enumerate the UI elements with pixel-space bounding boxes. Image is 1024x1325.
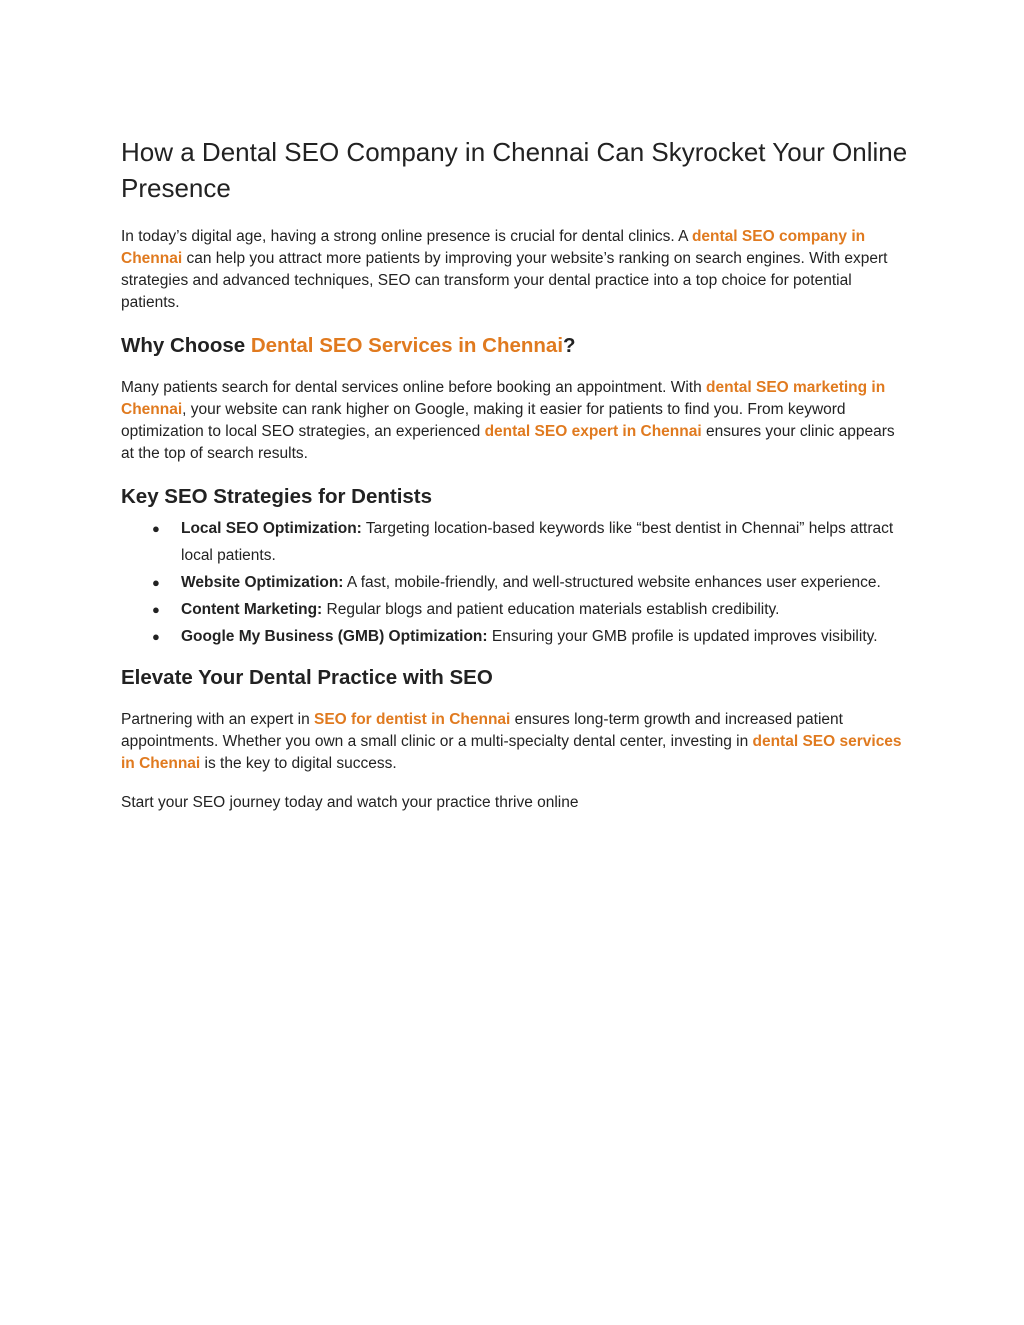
bullet-icon: ● — [152, 629, 160, 644]
elevate-heading: Elevate Your Dental Practice with SEO — [121, 666, 493, 689]
why-text-start: Many patients search for dental services online before booking an appointment. With — [121, 379, 707, 396]
intro-paragraph — [121, 226, 911, 314]
list-item — [121, 596, 911, 623]
intro-text-end: can help you attract more patients by improving your website’s ranking on search engines. With expert strategies and advanced techniques, SEO can transform your dental practice into a top choice for potential patients. — [121, 250, 888, 311]
list-item-text: Targeting location-based keywords like “best dentist in Chennai” helps attract local patients. — [181, 520, 894, 564]
why-paragraph — [121, 377, 911, 465]
why-choose-heading — [121, 332, 911, 360]
list-item — [121, 515, 911, 569]
elevate-paragraph — [121, 709, 911, 775]
closing-paragraph: Start your SEO journey today and watch your practice thrive online — [121, 794, 579, 811]
why-text-end: ensures your clinic appears at the top of search results. — [121, 423, 895, 462]
list-item — [121, 623, 911, 650]
elevate-text-start: Partnering with an expert in — [121, 711, 314, 728]
bullet-icon: ● — [152, 575, 160, 590]
seo-for-dentist-link[interactable]: SEO for dentist in Chennai — [314, 711, 511, 728]
dental-seo-services-chennai-link[interactable]: dental SEO services in Chennai — [121, 733, 902, 772]
list-item-text: A fast, mobile-friendly, and well-structured website enhances user experience. — [343, 574, 881, 591]
bullet-icon: ● — [152, 521, 160, 536]
dental-seo-marketing-link[interactable]: dental SEO marketing in Chennai — [121, 379, 886, 418]
list-item-label: Content Marketing: — [181, 601, 323, 618]
elevate-text-end: is the key to digital success. — [200, 755, 397, 772]
dental-seo-expert-link[interactable]: dental SEO expert in Chennai — [484, 423, 702, 440]
dental-seo-company-link[interactable]: dental SEO company in Chennai — [121, 228, 866, 267]
page-title: How a Dental SEO Company in Chennai Can Skyrocket Your Online Presence — [121, 137, 908, 203]
why-text-middle: , your website can rank higher on Google, making it easier for patients to find you. From keyword optimization to local SEO strategies, an experienced — [121, 401, 846, 440]
list-item-label: Local SEO Optimization: — [181, 520, 362, 537]
list-item — [121, 569, 911, 596]
bullet-icon: ● — [152, 602, 160, 617]
list-item-label: Google My Business (GMB) Optimization: — [181, 628, 488, 645]
list-item-text: Regular blogs and patient education materials establish credibility. — [322, 601, 780, 618]
list-item-text: Ensuring your GMB profile is updated improves visibility. — [487, 628, 878, 645]
key-strategies-heading: Key SEO Strategies for Dentists — [121, 485, 433, 508]
document-page — [121, 134, 911, 814]
why-heading-prefix: Why Choose — [121, 334, 251, 357]
elevate-text-middle: ensures long-term growth and increased patient appointments. Whether you own a small clinic or a multi-specialty dental center, investing in — [121, 711, 843, 750]
strategies-list — [121, 515, 911, 650]
list-item-label: Website Optimization: — [181, 574, 344, 591]
dental-seo-services-link[interactable]: Dental SEO Services in Chennai — [250, 334, 564, 357]
why-heading-suffix: ? — [563, 334, 576, 357]
intro-text-start: In today’s digital age, having a strong online presence is crucial for dental clinics. A — [121, 228, 692, 245]
